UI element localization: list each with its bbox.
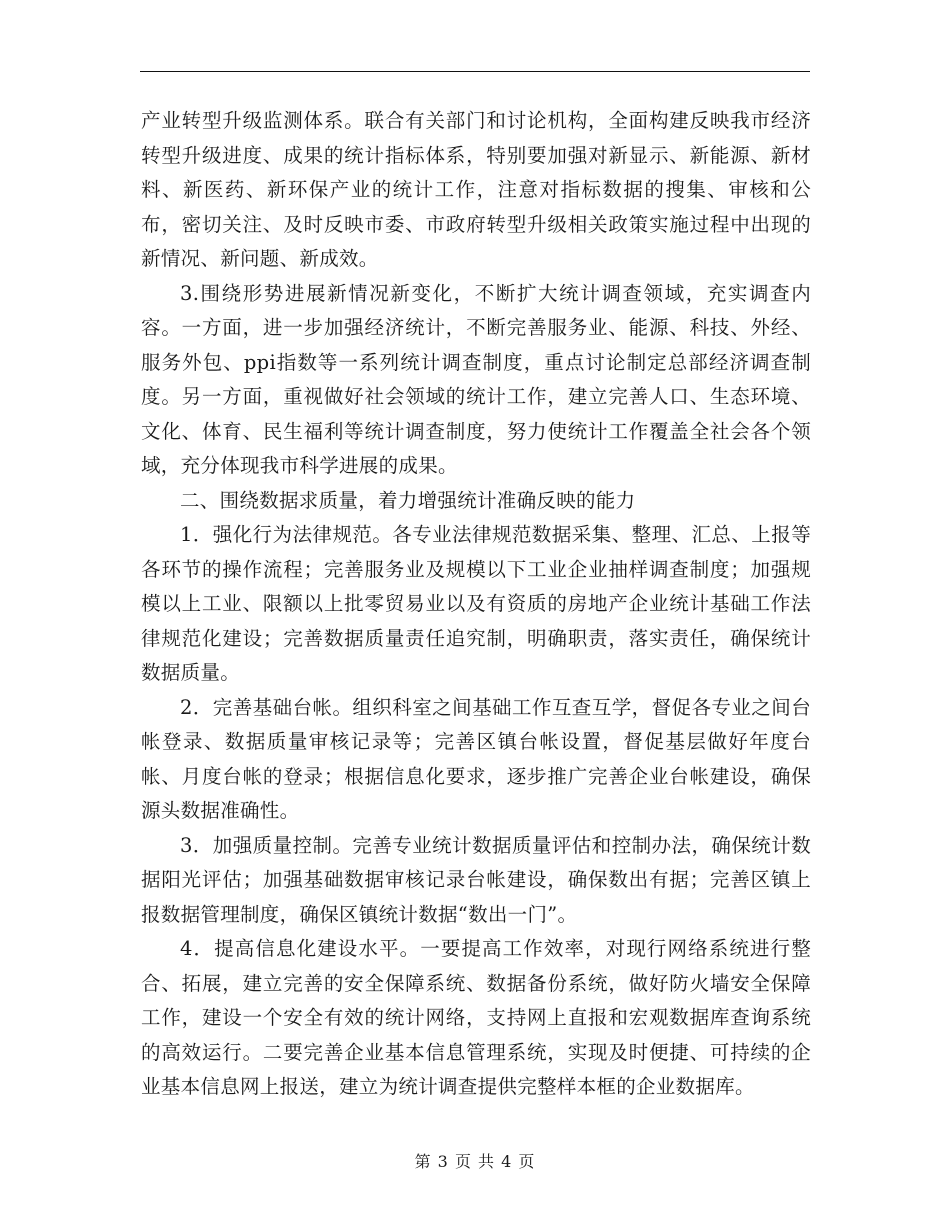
page-number: 第 3 页 共 4 页	[414, 1152, 536, 1171]
paragraph-5: 2．完善基础台帐。组织科室之间基础工作互查互学，督促各专业之间台帐登录、数据质量审核记录等；完善区镇台帐设置，督促基层做好年度台帐、月度台帐的登录；根据信息化要求，逐步推广完善企业台帐建设，确保源头数据准确性。	[141, 695, 811, 822]
paragraph-2: 3.围绕形势进展新情况新变化，不断扩大统计调查领域，充实调查内容。一方面，进一步加强经济统计，不断完善服务业、能源、科技、外经、服务外包、ppi指数等一系列统计调查制度，重点讨论制定总部经济调查制度。另一方面，重视做好社会领域的统计工作，建立完善人口、生态环境、文化、体育、民生福利等统计调查制度，努力使统计工作覆盖全社会各个领域，充分体现我市科学进展的成果。	[141, 281, 811, 477]
page-footer	[0, 1149, 950, 1172]
section-heading: 二、围绕数据求质量，着力增强统计准确反映的能力	[180, 488, 636, 512]
document-body	[141, 104, 811, 1105]
paragraph-7: 4．提高信息化建设水平。一要提高工作效率，对现行网络系统进行整合、拓展，建立完善的安全保障系统、数据备份系统，做好防火墙安全保障工作，建设一个安全有效的统计网络，支持网上直报和宏观数据库查询系统的高效运行。二要完善企业基本信息管理系统，实现及时便捷、可持续的企业基本信息网上报送，建立为统计调查提供完整样本框的企业数据库。	[141, 937, 811, 1098]
paragraph-6: 3．加强质量控制。完善专业统计数据质量评估和控制办法，确保统计数据阳光评估；加强基础数据审核记录台帐建设，确保数出有据；完善区镇上报数据管理制度，确保区镇统计数据“数出一门”。	[141, 833, 811, 926]
paragraph-1: 产业转型升级监测体系。联合有关部门和讨论机构，全面构建反映我市经济转型升级进度、成果的统计指标体系，特别要加强对新显示、新能源、新材料、新医药、新环保产业的统计工作，注意对指标数据的搜集、审核和公布，密切关注、及时反映市委、市政府转型升级相关政策实施过程中出现的新情况、新问题、新成效。	[141, 109, 811, 270]
paragraph-4: 1．强化行为法律规范。各专业法律规范数据采集、整理、汇总、上报等各环节的操作流程；完善服务业及规模以下工业企业抽样调查制度；加强规模以上工业、限额以上批零贸易业以及有资质的房地产企业统计基础工作法律规范化建设；完善数据质量责任追究制，明确职责，落实责任，确保统计数据质量。	[141, 523, 811, 684]
header-divider	[140, 71, 810, 72]
